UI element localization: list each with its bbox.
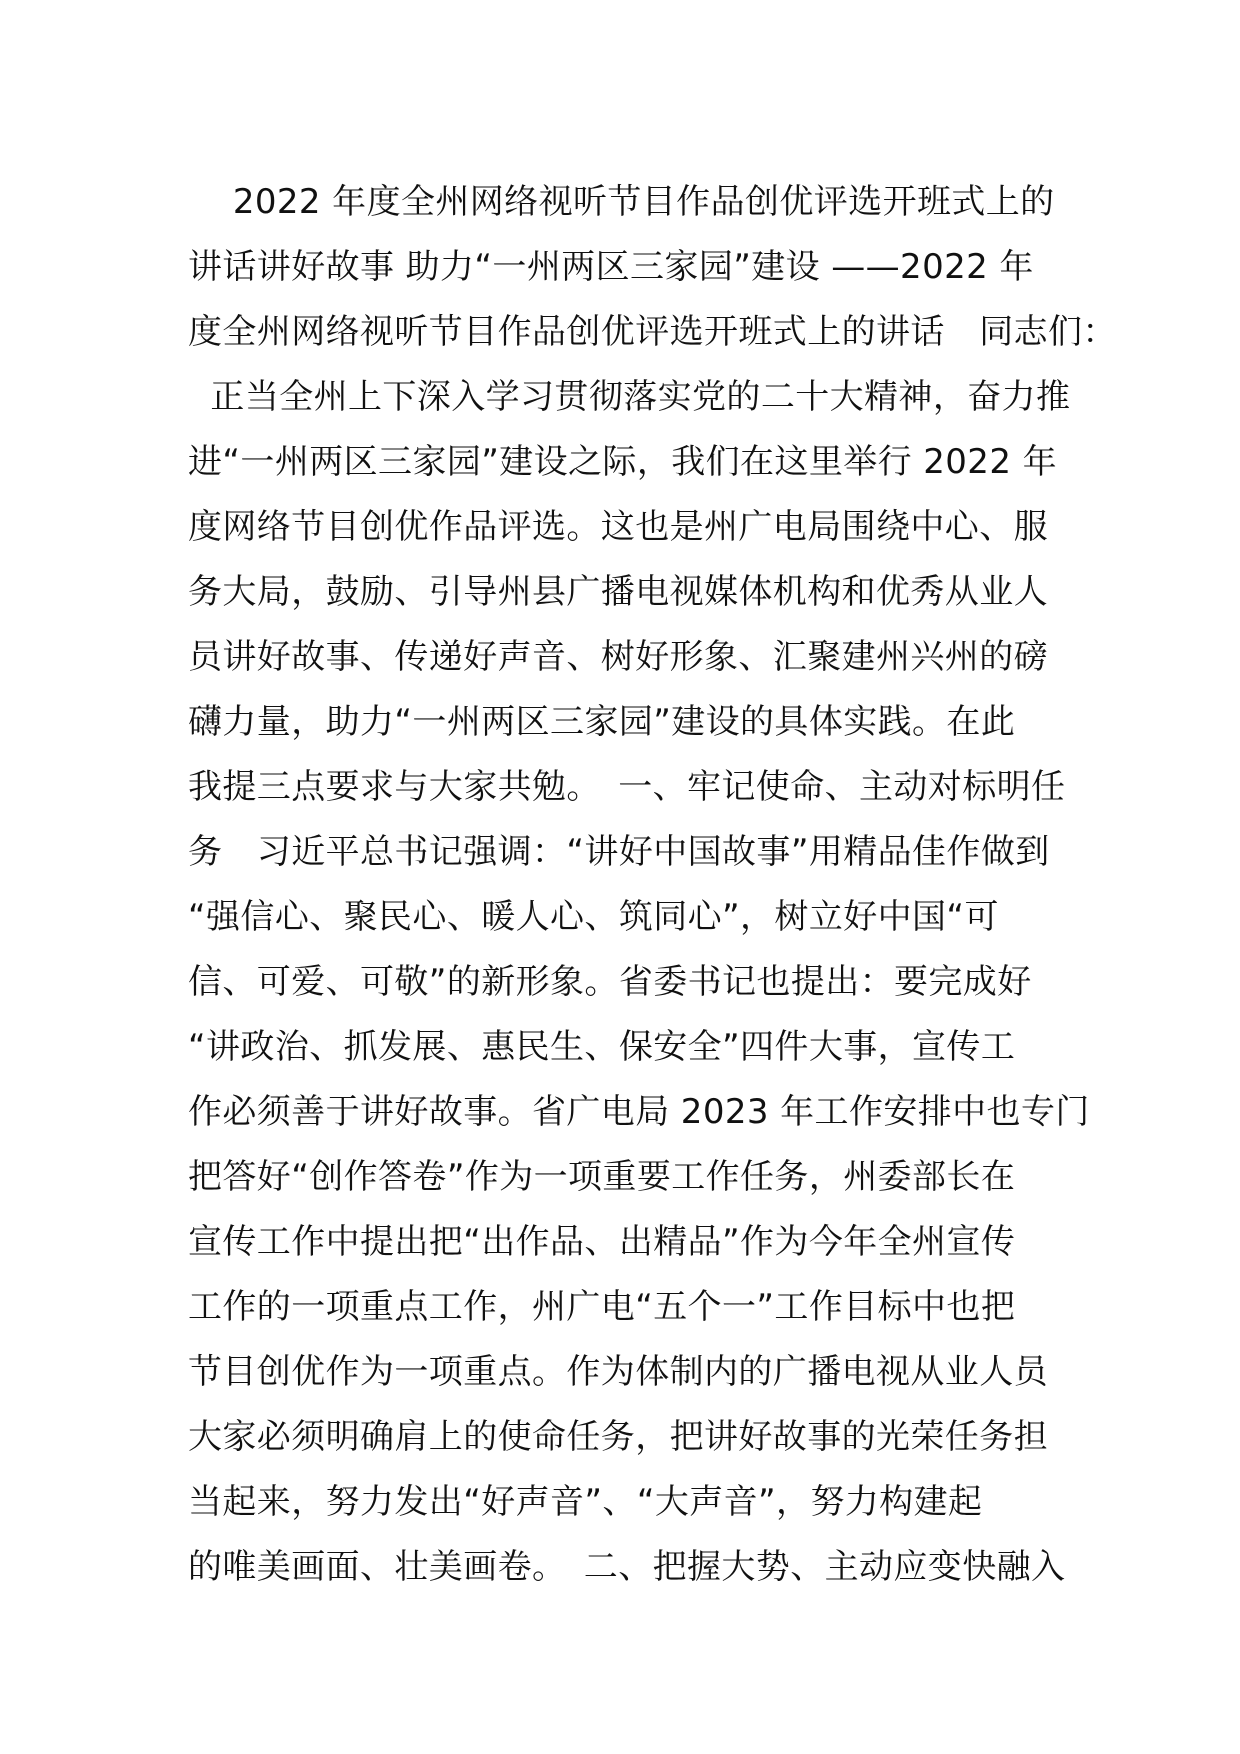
text-line-12: “强信心、聚民心、暖人心、筑同心”，树立好中国“可 (188, 897, 999, 937)
text-line-7: 务大局，鼓励、引导州县广播电视媒体机构和优秀从业人 (188, 572, 1048, 612)
text-line-2: 讲话讲好故事 助力“一州两区三家园”建设 ——2022 年 (188, 247, 1034, 287)
text-line-13: 信、可爱、可敬”的新形象。省委书记也提出：要完成好 (188, 962, 1032, 1002)
text-line-1: 2022 年度全州网络视听节目作品创优评选开班式上的 (188, 182, 1055, 222)
text-line-4: 正当全州上下深入学习贯彻落实党的二十大精神，奋力推 (188, 377, 1071, 417)
text-line-11: 务 习近平总书记强调：“讲好中国故事”用精品佳作做到 (188, 832, 1050, 872)
text-line-6: 度网络节目创优作品评选。这也是州广电局围绕中心、服 (188, 507, 1048, 547)
text-line-17: 宣传工作中提出把“出作品、出精品”作为今年全州宣传 (188, 1222, 1016, 1262)
text-line-9: 礴力量，助力“一州两区三家园”建设的具体实践。在此 (188, 702, 1016, 742)
text-line-19: 节目创优作为一项重点。作为体制内的广播电视从业人员 (188, 1352, 1048, 1392)
text-line-14: “讲政治、抓发展、惠民生、保安全”四件大事，宣传工 (188, 1027, 1016, 1067)
text-line-3: 度全州网络视听节目作品创优评选开班式上的讲话 同志们： (188, 312, 1117, 352)
text-line-16: 把答好“创作答卷”作为一项重要工作任务，州委部长在 (188, 1157, 1016, 1197)
body-text (188, 170, 1117, 1600)
text-line-5: 进“一州两区三家园”建设之际，我们在这里举行 2022 年 (188, 442, 1057, 482)
text-line-15: 作必须善于讲好故事。省广电局 2023 年工作安排中也专门 (188, 1092, 1090, 1132)
text-line-21: 当起来，努力发出“好声音”、“大声音”，努力构建起 (188, 1482, 983, 1522)
text-line-18: 工作的一项重点工作，州广电“五个一”工作目标中也把 (188, 1287, 1016, 1327)
text-line-20: 大家必须明确肩上的使命任务，把讲好故事的光荣任务担 (188, 1417, 1048, 1457)
text-line-22: 的唯美画面、壮美画卷。 二、把握大势、主动应变快融入 (188, 1547, 1066, 1587)
text-line-8: 员讲好故事、传递好声音、树好形象、汇聚建州兴州的磅 (188, 637, 1048, 677)
text-line-10: 我提三点要求与大家共勉。 一、牢记使命、主动对标明任 (188, 767, 1066, 807)
